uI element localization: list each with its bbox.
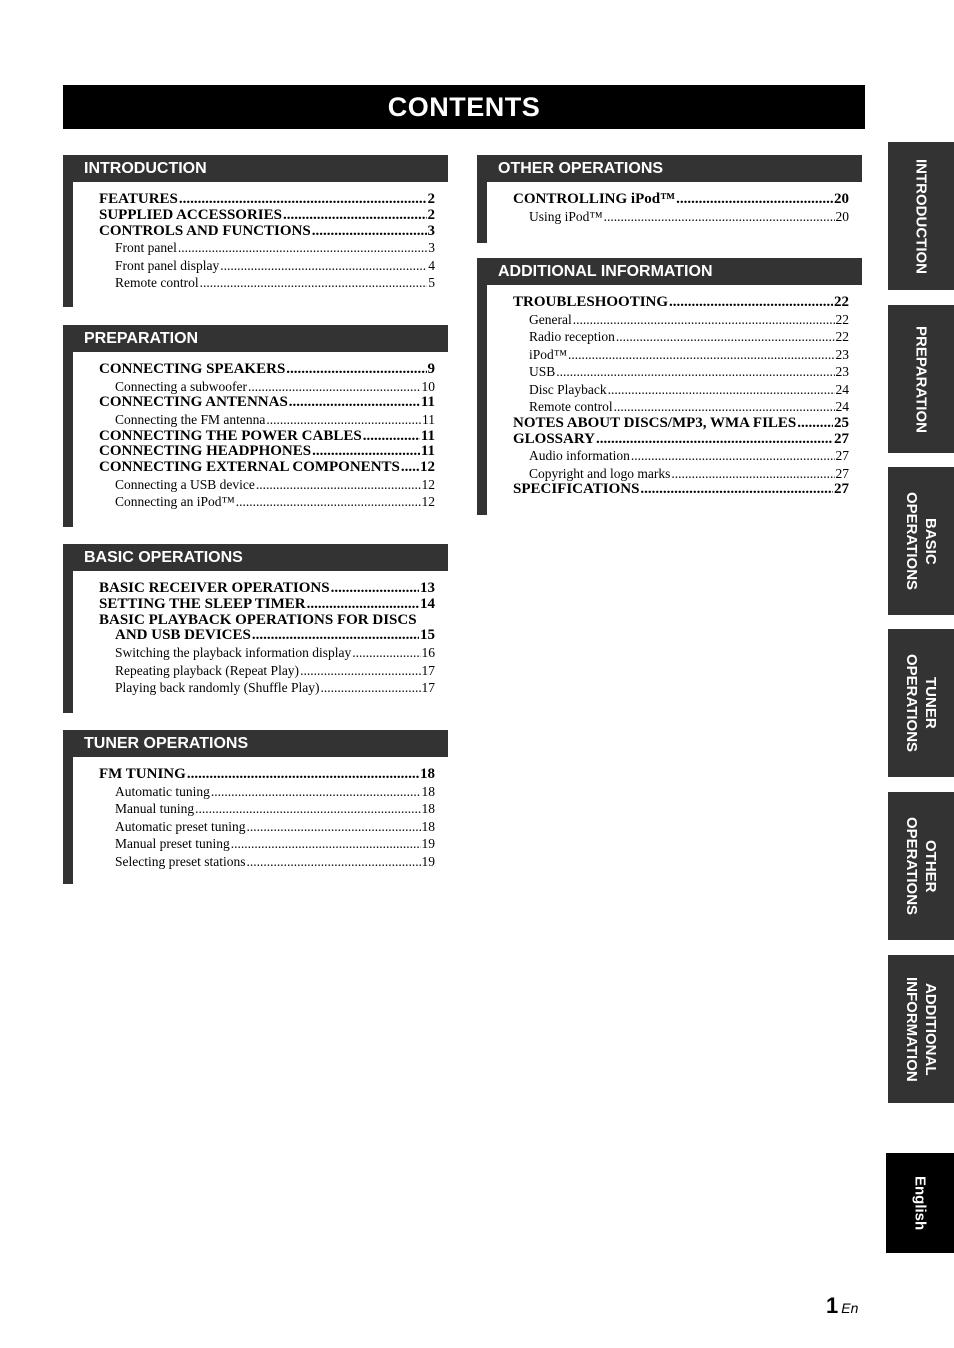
- toc-entry[interactable]: BASIC RECEIVER OPERATIONS ..... 13: [99, 581, 435, 597]
- toc-entry[interactable]: CONNECTING ANTENNAS ..... 11: [99, 395, 435, 411]
- toc-entry[interactable]: CONNECTING SPEAKERS ..... 9: [99, 362, 435, 378]
- toc-entry[interactable]: BASIC PLAYBACK OPERATIONS FOR DISCS: [99, 611, 417, 628]
- toc-entry[interactable]: FM TUNING ..... 18: [99, 767, 435, 783]
- toc-subentry[interactable]: Selecting preset stations ..... 19: [99, 853, 435, 871]
- side-tab-basic-operations[interactable]: BASIC OPERATIONS: [888, 467, 954, 615]
- toc-list: [99, 192, 435, 292]
- toc-subentry[interactable]: Front panel display ..... 4: [99, 257, 435, 275]
- toc-subentry[interactable]: Copyright and logo marks ..... 27: [513, 465, 849, 483]
- language-tab[interactable]: English: [886, 1153, 954, 1253]
- section-additional-information: [477, 258, 862, 515]
- toc-list: [99, 581, 435, 697]
- toc-subentry[interactable]: Connecting the FM antenna ..... 11: [99, 411, 435, 429]
- page-title: CONTENTS: [63, 85, 865, 129]
- toc-entry[interactable]: SPECIFICATIONS ..... 27: [513, 482, 849, 498]
- side-tab-additional-information[interactable]: ADDITIONAL INFORMATION: [888, 955, 954, 1103]
- toc-entry[interactable]: CONTROLS AND FUNCTIONS ..... 3: [99, 224, 435, 240]
- side-tab-other-operations[interactable]: OTHER OPERATIONS: [888, 792, 954, 940]
- toc-entry[interactable]: CONNECTING EXTERNAL COMPONENTS ..... 12: [99, 460, 435, 476]
- toc-entry[interactable]: CONTROLLING iPod™ ..... 20: [513, 192, 849, 208]
- toc-list: [513, 295, 849, 498]
- section-heading: ADDITIONAL INFORMATION: [477, 258, 862, 285]
- toc-list: [513, 192, 849, 225]
- toc-subentry[interactable]: Switching the playback information display ..... 16: [99, 644, 435, 662]
- toc-entry[interactable]: GLOSSARY ..... 27: [513, 432, 849, 448]
- toc-entry[interactable]: TROUBLESHOOTING ..... 22: [513, 295, 849, 311]
- section-heading: TUNER OPERATIONS: [63, 730, 448, 757]
- toc-subentry[interactable]: Audio information ..... 27: [513, 447, 849, 465]
- toc-subentry[interactable]: Connecting a subwoofer ..... 10: [99, 378, 435, 396]
- toc-subentry[interactable]: General ..... 22: [513, 311, 849, 329]
- toc-subentry[interactable]: Using iPod™ ..... 20: [513, 208, 849, 226]
- toc-subentry[interactable]: Automatic tuning ..... 18: [99, 783, 435, 801]
- toc-subentry[interactable]: Front panel ..... 3: [99, 239, 435, 257]
- toc-subentry[interactable]: Repeating playback (Repeat Play) ..... 17: [99, 662, 435, 680]
- page-number: 1 En: [826, 1293, 859, 1318]
- section-other-operations: [477, 155, 862, 243]
- toc-subentry[interactable]: Connecting an iPod™ ..... 12: [99, 493, 435, 511]
- toc-subentry[interactable]: USB ..... 23: [513, 363, 849, 381]
- section-heading: OTHER OPERATIONS: [477, 155, 862, 182]
- section-preparation: [63, 325, 448, 527]
- toc-list: [99, 767, 435, 870]
- side-tab-tuner-operations[interactable]: TUNER OPERATIONS: [888, 629, 954, 777]
- section-heading: PREPARATION: [63, 325, 448, 352]
- toc-subentry[interactable]: Playing back randomly (Shuffle Play) ..... 17: [99, 679, 435, 697]
- toc-entry[interactable]: NOTES ABOUT DISCS/MP3, WMA FILES ..... 25: [513, 416, 849, 432]
- side-tab-preparation[interactable]: PREPARATION: [888, 305, 954, 453]
- toc-entry-continuation[interactable]: AND USB DEVICES ..... 15: [99, 628, 435, 644]
- toc-subentry[interactable]: Manual tuning ..... 18: [99, 800, 435, 818]
- toc-entry[interactable]: CONNECTING THE POWER CABLES ..... 11: [99, 429, 435, 445]
- toc-subentry[interactable]: Remote control ..... 5: [99, 274, 435, 292]
- toc-entry[interactable]: SUPPLIED ACCESSORIES ..... 2: [99, 208, 435, 224]
- toc-subentry[interactable]: iPod™ ..... 23: [513, 346, 849, 364]
- section-basic-operations: [63, 544, 448, 713]
- section-tuner-operations: [63, 730, 448, 884]
- toc-entry[interactable]: CONNECTING HEADPHONES ..... 11: [99, 444, 435, 460]
- toc-list: [99, 362, 435, 511]
- toc-subentry[interactable]: Manual preset tuning ..... 19: [99, 835, 435, 853]
- toc-entry[interactable]: SETTING THE SLEEP TIMER ..... 14: [99, 597, 435, 613]
- toc-subentry[interactable]: Connecting a USB device ..... 12: [99, 476, 435, 494]
- section-introduction: [63, 155, 448, 307]
- toc-entry[interactable]: FEATURES ..... 2: [99, 192, 435, 208]
- toc-subentry[interactable]: Radio reception ..... 22: [513, 328, 849, 346]
- side-tab-introduction[interactable]: INTRODUCTION: [888, 142, 954, 290]
- toc-subentry[interactable]: Remote control ..... 24: [513, 398, 849, 416]
- toc-subentry[interactable]: Disc Playback ..... 24: [513, 381, 849, 399]
- section-heading: BASIC OPERATIONS: [63, 544, 448, 571]
- toc-subentry[interactable]: Automatic preset tuning ..... 18: [99, 818, 435, 836]
- section-heading: INTRODUCTION: [63, 155, 448, 182]
